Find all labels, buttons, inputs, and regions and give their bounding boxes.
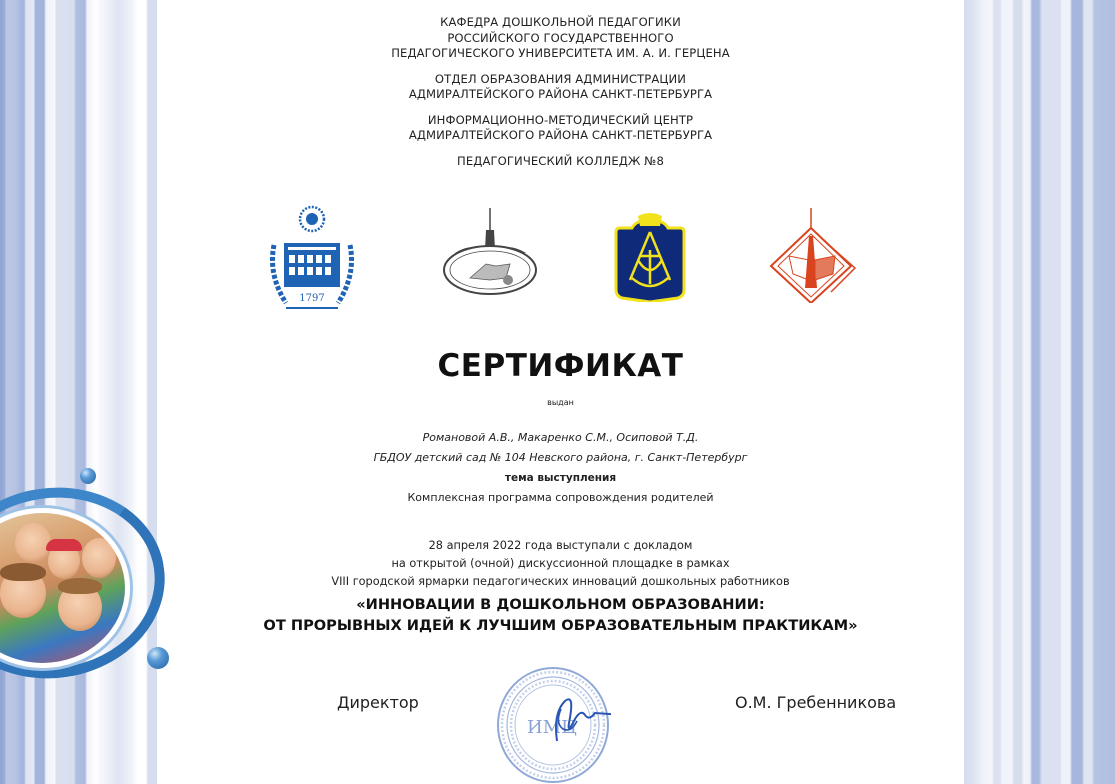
certificate-body (157, 0, 964, 784)
event-description: 28 апреля 2022 года выступали с докладом на открытой (очной) дискуссионной площадке в рамках VIII городской ярмарки педагогических инноваций дошкольных работников (331, 539, 790, 588)
certificate-title: СЕРТИФИКАТ (437, 348, 684, 384)
event-title: «ИННОВАЦИИ В ДОШКОЛЬНОМ ОБРАЗОВАНИИ: ОТ ПРОРЫВНЫХ ИДЕЙ К ЛУЧШИМ ОБРАЗОВАТЕЛЬНЫМ ПРАКТИКАМ» (263, 596, 858, 634)
org-herzen-department: КАФЕДРА ДОШКОЛЬНОЙ ПЕДАГОГИКИ РОССИЙСКОГО ГОСУДАРСТВЕННОГО ПЕДАГОГИЧЕСКОГО УНИВЕРСИТЕТА ИМ. А. И. ГЕРЦЕНА (391, 15, 730, 60)
signatory-position: Директор (337, 693, 419, 712)
topic-label: тема выступления (504, 472, 617, 484)
signatory-name: О.М. Гребенникова (735, 693, 897, 712)
org-college-8: ПЕДАГОГИЧЕСКИЙ КОЛЛЕДЖ №8 (457, 153, 664, 168)
logos-row (157, 205, 964, 315)
recipient-organization: ГБДОУ детский сад № 104 Невского района, г. Санкт-Петербург (373, 451, 748, 464)
methodical-center-logo (440, 208, 540, 298)
svg-text:ИМЦ: ИМЦ (527, 717, 577, 738)
org-education-department: ОТДЕЛ ОБРАЗОВАНИЯ АДМИНИСТРАЦИИ АДМИРАЛТЕЙСКОГО РАЙОНА САНКТ-ПЕТЕРБУРГА (408, 71, 713, 101)
issued-label: выдан (547, 398, 574, 407)
organizations-header (157, 0, 964, 169)
admiralty-district-logo (769, 208, 859, 303)
decorative-stripes-right (964, 0, 1115, 784)
svg-text:1797: 1797 (299, 293, 325, 304)
college-8-logo (612, 210, 688, 302)
children-photo-frame (0, 468, 165, 688)
signature-row (157, 690, 964, 730)
org-methodical-center: ИНФОРМАЦИОННО-МЕТОДИЧЕСКИЙ ЦЕНТР АДМИРАЛТЕЙСКОГО РАЙОНА САНКТ-ПЕТЕРБУРГА (408, 112, 713, 142)
presentation-topic: Комплексная программа сопровождения родителей (407, 491, 714, 504)
bubble-decoration (80, 468, 96, 484)
recipients: Романовой А.В., Макаренко С.М., Осиповой Т.Д. (422, 431, 699, 444)
herzen-university-logo (262, 205, 362, 315)
